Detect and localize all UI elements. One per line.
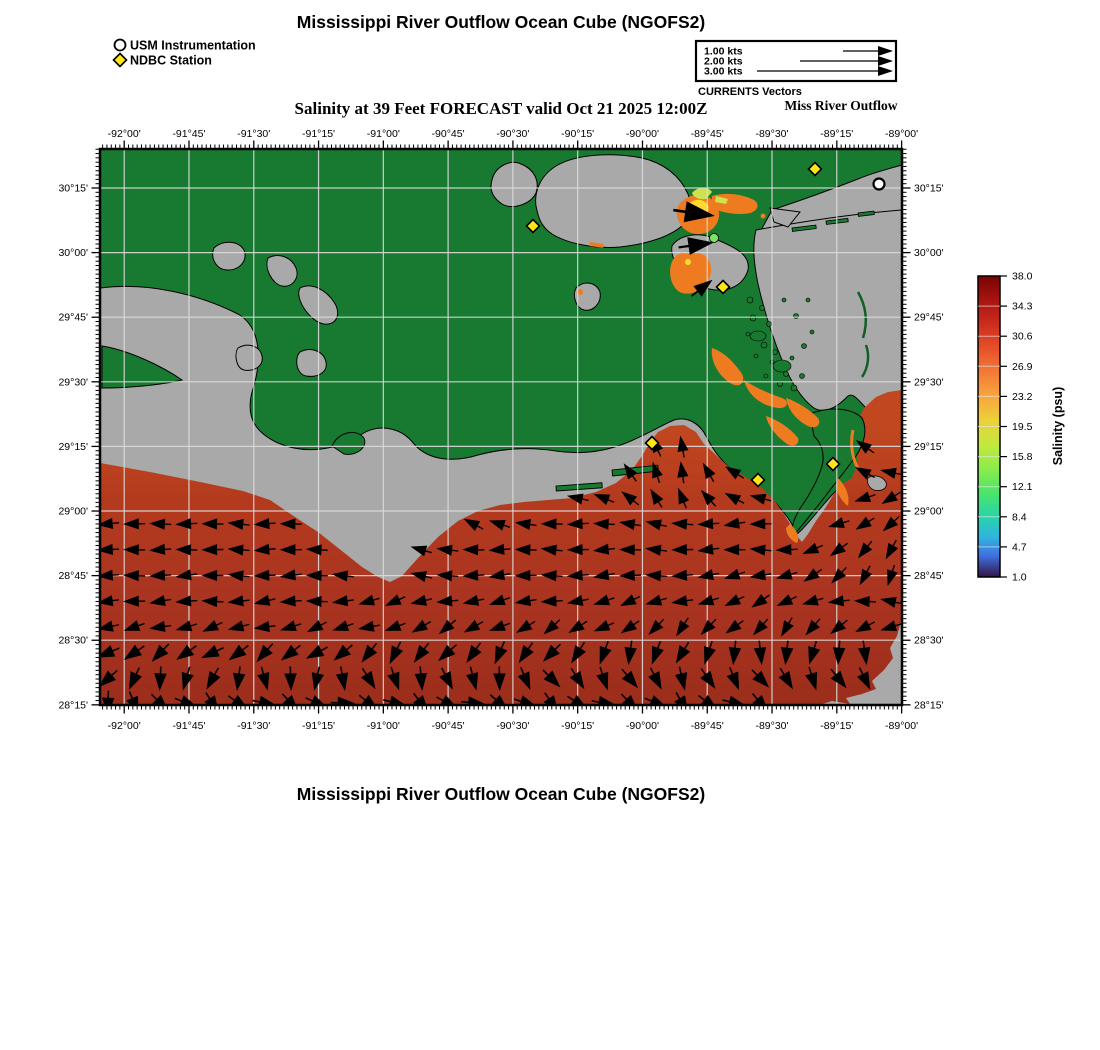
inland-lake	[297, 350, 327, 377]
usm-legend-label: USM Instrumentation	[130, 38, 256, 53]
lat-tick-label-right: 30°15'	[914, 182, 944, 195]
currents-vector-legend	[696, 41, 896, 98]
lon-tick-label-top: -90°30'	[496, 128, 530, 140]
lon-tick-label-top: -89°00'	[885, 128, 919, 140]
colorbar-tick-label: 8.4	[1012, 511, 1027, 524]
lon-tick-label-top: -90°45'	[431, 128, 465, 140]
lon-tick-label-top: -90°00'	[625, 128, 659, 140]
lat-tick-label-left: 29°45'	[58, 311, 88, 324]
lon-tick-label-top: -91°00'	[366, 128, 400, 140]
lat-tick-label-left: 29°30'	[58, 376, 88, 389]
colorbar-tick-label: 1.0	[1012, 571, 1027, 584]
inland-lake	[574, 283, 600, 310]
lon-tick-label-bottom: -89°45'	[690, 720, 724, 732]
colorbar-tick-label: 26.9	[1012, 360, 1033, 373]
currents-speed-label: 2.00 kts	[704, 55, 743, 68]
lon-tick-label-bottom: -89°00'	[885, 720, 919, 732]
lon-tick-label-bottom: -91°15'	[302, 720, 336, 732]
lat-tick-label-right: 28°15'	[914, 699, 944, 712]
lon-tick-label-bottom: -92°00'	[107, 720, 141, 732]
ndbc-station-icon	[114, 54, 127, 67]
lon-tick-label-top: -91°15'	[302, 128, 336, 140]
lat-tick-label-right: 30°00'	[914, 247, 944, 260]
lon-tick-label-bottom: -91°00'	[366, 720, 400, 732]
lat-tick-label-right: 28°45'	[914, 570, 944, 583]
lat-tick-label-left: 28°30'	[58, 634, 88, 647]
lon-tick-label-bottom: -90°30'	[496, 720, 530, 732]
colorbar-tick-label: 23.2	[1012, 390, 1033, 403]
colorbar-tick-label: 38.0	[1012, 270, 1033, 283]
colorbar-tick-label: 4.7	[1012, 541, 1027, 554]
lat-tick-label-left: 30°00'	[58, 247, 88, 260]
currents-legend-caption: CURRENTS Vectors	[698, 86, 802, 98]
ndbc-legend-label: NDBC Station	[130, 53, 212, 68]
colorbar	[978, 271, 1065, 584]
lat-tick-label-right: 28°30'	[914, 634, 944, 647]
lon-tick-label-bottom: -91°45'	[172, 720, 206, 732]
station-legend	[114, 39, 256, 68]
plot-subtitle: Salinity at 39 Feet FORECAST valid Oct 21 2025 12:00Z	[294, 99, 708, 118]
lon-tick-label-top: -89°30'	[755, 128, 789, 140]
lat-tick-label-left: 28°15'	[58, 699, 88, 712]
usm-instrumentation-icon	[115, 40, 126, 51]
lon-tick-label-bottom: -89°30'	[755, 720, 789, 732]
lon-tick-label-bottom: -90°15'	[561, 720, 595, 732]
lon-tick-label-top: -91°30'	[237, 128, 271, 140]
lat-tick-label-right: 29°45'	[914, 311, 944, 324]
lat-tick-label-right: 29°00'	[914, 505, 944, 518]
lon-tick-label-top: -89°15'	[820, 128, 854, 140]
lake-pontchartrain	[536, 155, 690, 248]
colorbar-tick-label: 30.6	[1012, 330, 1033, 343]
lon-tick-label-bottom: -90°00'	[625, 720, 659, 732]
colorbar-tick-label: 19.5	[1012, 421, 1033, 433]
lon-tick-label-bottom: -89°15'	[820, 720, 854, 732]
inland-lake	[213, 242, 245, 270]
lat-tick-label-left: 30°15'	[58, 182, 88, 195]
lat-tick-label-left: 28°45'	[58, 570, 88, 583]
colorbar-title: Salinity (psu)	[1051, 386, 1065, 466]
currents-speed-label: 1.00 kts	[704, 45, 743, 58]
lat-tick-label-left: 29°15'	[58, 440, 88, 453]
currents-speed-label: 3.00 kts	[704, 65, 743, 78]
colorbar-tick-label: 12.1	[1012, 481, 1033, 494]
colorbar-tick-label: 15.8	[1012, 451, 1033, 464]
lon-tick-label-bottom: -91°30'	[237, 720, 271, 732]
lon-tick-label-top: -91°45'	[172, 128, 206, 140]
lon-tick-label-bottom: -90°45'	[431, 720, 465, 732]
lat-tick-label-right: 29°15'	[914, 440, 944, 453]
colorbar-tick-label: 34.3	[1012, 300, 1033, 313]
lon-tick-label-top: -92°00'	[107, 128, 141, 140]
inland-lake	[236, 345, 262, 370]
footer-title: Mississippi River Outflow Ocean Cube (NGOFS2)	[296, 784, 706, 804]
lat-tick-label-left: 29°00'	[58, 505, 88, 518]
page-title: Mississippi River Outflow Ocean Cube (NGOFS2)	[296, 12, 706, 32]
region-label: Miss River Outflow	[784, 98, 898, 113]
usm-station-marker	[874, 179, 885, 190]
low-salinity-dot	[710, 234, 719, 243]
lon-tick-label-top: -89°45'	[690, 128, 724, 140]
lat-tick-label-right: 29°30'	[914, 376, 944, 389]
lon-tick-label-top: -90°15'	[561, 128, 595, 140]
